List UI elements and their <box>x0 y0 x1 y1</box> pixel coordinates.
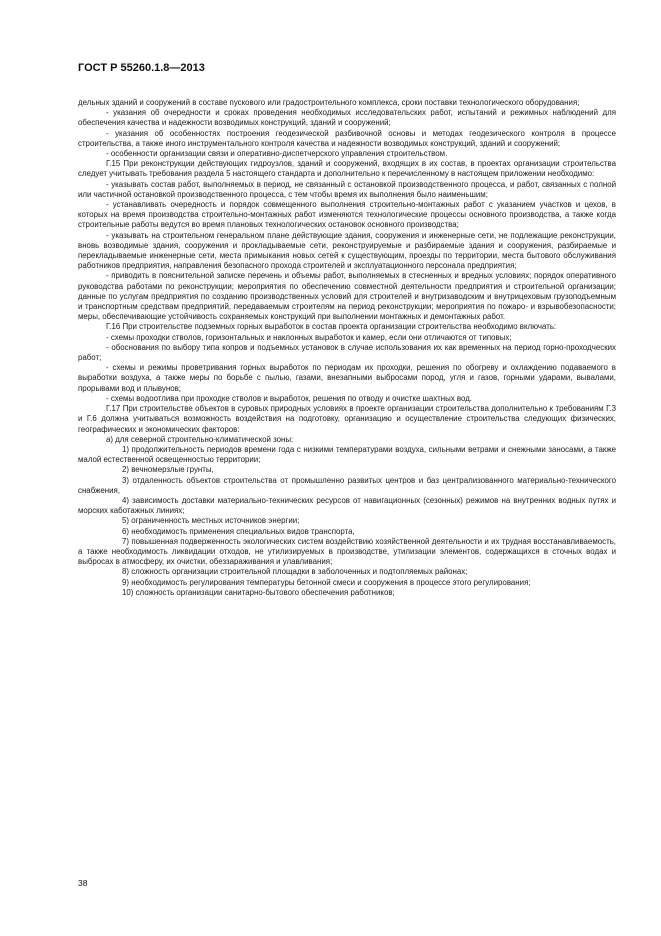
numbered-item: 1) продолжительность периодов времени года с низкими температурами воздуха, сильными ветрами и снежными заносами, а также малой естественной освещенностью территории; <box>78 444 616 465</box>
numbered-item: 10) сложность организации санитарно-бытового обеспечения работников; <box>122 587 395 597</box>
sub-clause-a: а) для северной строительно-климатической зоны: <box>106 434 294 444</box>
paragraph: дельных зданий и сооружений в составе пускового или градостроительного комплекса, сроки поставки технологического оборудования; <box>78 98 580 107</box>
list-item: - указания об особенностях построения геодезической разбивочной основы и методах геодезического контроля в процессе строительства, а также иного инструментального контроля качества и надежности возводимых конструкций, зданий и сооружений; <box>78 128 616 148</box>
clause-g16: Г.16 При строительстве подземных горных выработок в состав проекта организации строительства необходимо включать: <box>106 322 557 332</box>
numbered-item: 2) вечномерзлые грунты, <box>122 465 214 475</box>
clause-g17: Г.17 При строительстве объектов в суровых природных условиях в проекте организации строительства дополнительно к требованиям Г.3 и Г.6 должна учитываться возможность воздействия на подготовку, организацию и осуществление строительства следующих физических, географических и экономических факторов: <box>78 404 616 434</box>
page-number: 38 <box>78 878 88 888</box>
list-item: - устанавливать очередность и порядок совмещенного выполнения строительно-монтажных работ с указанием участков и цехов, в которых на время производства строительно-монтажных работ изменяются технологические процессы основного производства, а также когда строительные работы ведутся во время плановых технологических остановок основного производства; <box>78 200 616 230</box>
list-item: - приводить в пояснительной записке перечень и объемы работ, выполняемых в стесненных и вредных условиях; порядок оперативного руководства работами по реконструкции; мероприятия по обеспечению совместной деятельности предприятия и строительной организации; данные по услугам предприятия по созданию производственных условий для строителей и внутризаводским и внутрицеховым грузоподъемным и транспортным средствам предприятий, передаваемым строителям на период реконструкции; мероприятия по пожаро- и взрывобезопасности; меры, обеспечивающие устойчивость сохраняемых конструкций при выполнении монтажных и демонтажных работ. <box>78 271 616 322</box>
numbered-item: 6) необходимость применения специальных видов транспорта, <box>122 526 355 536</box>
page-header-standard-code: ГОСТ Р 55260.1.8—2013 <box>78 62 205 74</box>
list-item: - схемы и режимы проветривания горных выработок по периодам их проходки, решения по обогреву и охлаждению подаваемого в выработки воздуха, а также меры по борьбе с пылью, газами, внезапными выбросами пород, угля и газов, горными ударами, вывалами, прорывами вод и плывунов; <box>78 363 616 393</box>
numbered-item: 3) отдаленность объектов строительства от промышленно развитых центров и баз централизованного материально-технического снабжения, <box>78 475 616 495</box>
numbered-item: 8) сложность организации строительной площадки в заболоченных и подтопляемых районах; <box>122 567 468 577</box>
list-item: - особенности организации связи и оперативно-диспетчерского управления строительством. <box>106 149 448 159</box>
clause-g15: Г.15 При реконструкции действующих гидроузлов, зданий и сооружений, входящих в их состав, в проектах организации строительства следует учитывать требования раздела 5 настоящего стандарта и дополнительно к перечисленному в настоящем приложении необходимо: <box>78 159 616 179</box>
list-item: - схемы водоотлива при проходке стволов и выработок, решения по отводу и очистке шахтных вод. <box>106 393 472 403</box>
list-item: - указания об очередности и сроках проведения необходимых исследовательских работ, испытаний и режимных наблюдений для обеспечения качества и надежности возводимых конструкций, зданий и сооружений; <box>78 108 616 128</box>
document-body <box>78 98 616 598</box>
list-item: - обоснования по выбору типа копров и подъемных установок в случае использования их как временных на период горно-проходческих работ; <box>78 342 616 363</box>
numbered-item: 7) повышенная подверженность экологических систем воздействию хозяйственной деятельности и их трудная восстанавливаемость, а также необходимость ликвидации отходов, не утилизируемых в производстве, утилизации элементов, содержащихся в сточных водах и выбросах в атмосферу, их очистки, обеззараживания и улавливания; <box>78 536 616 567</box>
numbered-item: 9) необходимость регулирования температуры бетонной смеси и сооружения в процессе этого регулирования; <box>122 577 531 587</box>
list-item: - указывать на строительном генеральном плане действующие здания, сооружения и инженерные сети, не подлежащие реконструкции, вновь возводимые здания, сооружения и прокладываемые сети, реконструируемые и разбираемые здания и сооружения, разбираемые и перекладываемые инженерные сети, места примыкания новых сетей к существующим, проезды по территории, места бытового обслуживания работников предприятия, направления безопасного прохода строителей и эксплуатационного персонала предприятия; <box>78 230 616 271</box>
list-item: - указывать состав работ, выполняемых в период, не связанный с остановкой производственного процесса, и работ, связанных с полной или частичной остановкой производственного процесса, с тем чтобы время их выполнения было наименьшим; <box>78 179 616 199</box>
list-item: - схемы проходки стволов, горизонтальных и наклонных выработок и камер, если они отличаются от типовых; <box>106 332 512 342</box>
numbered-item: 5) ограниченность местных источников энергии; <box>122 516 300 526</box>
numbered-item: 4) зависимость доставки материально-технических ресурсов от навигационных (сезонных) режимов на внутренних водных путях и морских каботажных линиях; <box>78 495 616 516</box>
